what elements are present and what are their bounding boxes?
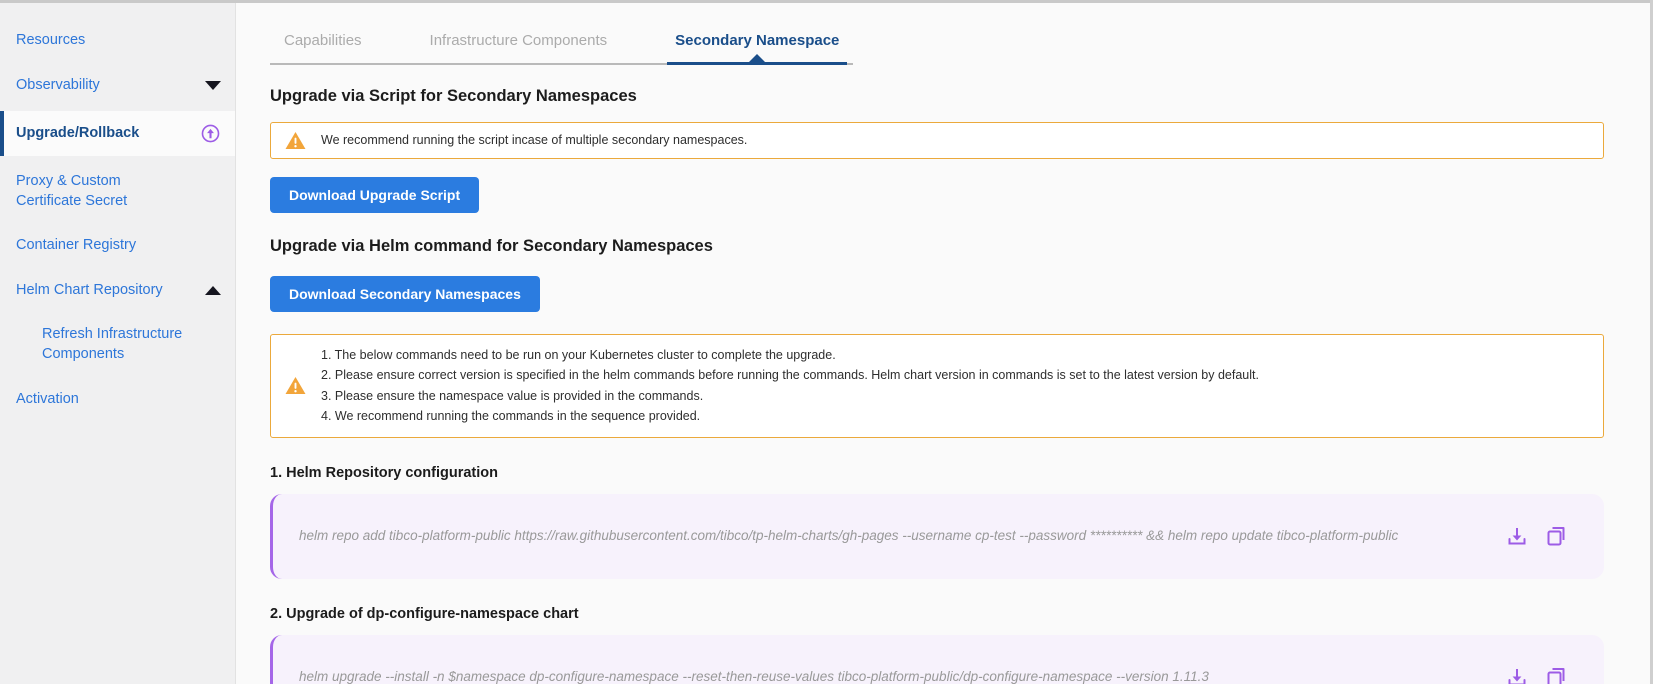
sidebar-item-label: Upgrade/Rollback bbox=[16, 124, 140, 141]
sidebar-item-label: Proxy & Custom Certificate Secret bbox=[16, 173, 128, 209]
sidebar-item-label: Helm Chart Repository bbox=[16, 281, 163, 298]
sidebar-item-label: Activation bbox=[16, 390, 79, 407]
copy-icon bbox=[1544, 524, 1568, 548]
sidebar-item-helm-chart-repository[interactable] bbox=[0, 272, 235, 310]
sidebar-item-proxy-custom-certificate-secret[interactable] bbox=[0, 163, 235, 220]
copy-command-button[interactable] bbox=[1544, 524, 1568, 548]
sidebar-item-label: Resources bbox=[16, 32, 86, 48]
sidebar-item-activation[interactable] bbox=[0, 381, 235, 419]
top-scrollbar-track bbox=[0, 0, 1653, 3]
upgrade-circle-arrow-icon bbox=[200, 123, 221, 144]
helm-section-heading: Upgrade via Helm command for Secondary Namespaces bbox=[270, 236, 713, 255]
sidebar-item-observability[interactable] bbox=[0, 67, 235, 105]
main-content bbox=[236, 0, 1653, 684]
sidebar-item-refresh-infrastructure-components[interactable] bbox=[0, 316, 235, 373]
sidebar-item-label: Observability bbox=[16, 76, 100, 93]
sidebar-item-resources[interactable] bbox=[0, 22, 235, 60]
sidebar-item-label: Refresh Infrastructure Components bbox=[42, 326, 183, 362]
chevron-down-icon bbox=[205, 81, 221, 90]
step-1-command-actions bbox=[1505, 524, 1568, 548]
tab-bar bbox=[270, 28, 853, 65]
sidebar bbox=[0, 0, 236, 684]
sidebar-item-label: Container Registry bbox=[16, 237, 137, 254]
script-warning-banner bbox=[270, 122, 1604, 159]
copy-icon bbox=[1544, 665, 1568, 684]
helm-warning-note: 4. We recommend running the commands in the sequence provided. bbox=[321, 409, 701, 424]
copy-command-button[interactable] bbox=[1544, 665, 1568, 684]
download-icon bbox=[1505, 665, 1529, 684]
step-2-title: 2. Upgrade of dp-configure-namespace chart bbox=[270, 605, 579, 622]
download-secondary-namespaces-button[interactable]: Download Secondary Namespaces bbox=[270, 276, 540, 312]
helm-warning-note: 1. The below commands need to be run on your Kubernetes cluster to complete the upgrade. bbox=[321, 347, 836, 362]
sidebar-item-upgrade-rollback[interactable] bbox=[0, 111, 235, 156]
helm-warning-note: 3. Please ensure the namespace value is provided in the commands. bbox=[321, 388, 704, 403]
warning-triangle-icon bbox=[285, 376, 306, 395]
helm-warning-note: 2. Please ensure correct version is specified in the helm commands before running the commands. Helm chart version in commands is set to the latest version by default. bbox=[321, 368, 1259, 383]
step-2-command-text: helm upgrade --install -n $namespace dp-configure-namespace --reset-then-reuse-values tibco-platform-public/dp-configure-namespace --version 1.11.3 bbox=[299, 668, 1209, 684]
sidebar-item-container-registry[interactable] bbox=[0, 227, 235, 265]
chevron-up-icon bbox=[205, 286, 221, 295]
step-2-command-actions bbox=[1505, 665, 1568, 684]
step-1-command-text: helm repo add tibco-platform-public https://raw.githubusercontent.com/tibco/tp-helm-charts/gh-pages --username cp-test --password ********** && helm repo update tibco-platform-public bbox=[299, 528, 1399, 543]
script-warning-text: We recommend running the script incase of multiple secondary namespaces. bbox=[321, 133, 748, 147]
tab-infrastructure-components[interactable]: Infrastructure Components bbox=[429, 32, 608, 49]
download-command-button[interactable] bbox=[1505, 665, 1529, 684]
tab-capabilities[interactable]: Capabilities bbox=[284, 32, 362, 49]
download-icon bbox=[1505, 524, 1529, 548]
helm-warning-banner bbox=[270, 334, 1604, 439]
helm-warning-notes bbox=[321, 345, 1259, 428]
step-2-command-block bbox=[270, 635, 1604, 684]
warning-triangle-icon bbox=[285, 131, 306, 150]
download-command-button[interactable] bbox=[1505, 524, 1529, 548]
tab-secondary-namespace[interactable]: Secondary Namespace bbox=[667, 28, 847, 65]
step-1-command-block bbox=[270, 494, 1604, 579]
script-section-heading: Upgrade via Script for Secondary Namespaces bbox=[270, 86, 637, 105]
step-1-title: 1. Helm Repository configuration bbox=[270, 465, 498, 481]
download-upgrade-script-button[interactable]: Download Upgrade Script bbox=[270, 177, 479, 213]
